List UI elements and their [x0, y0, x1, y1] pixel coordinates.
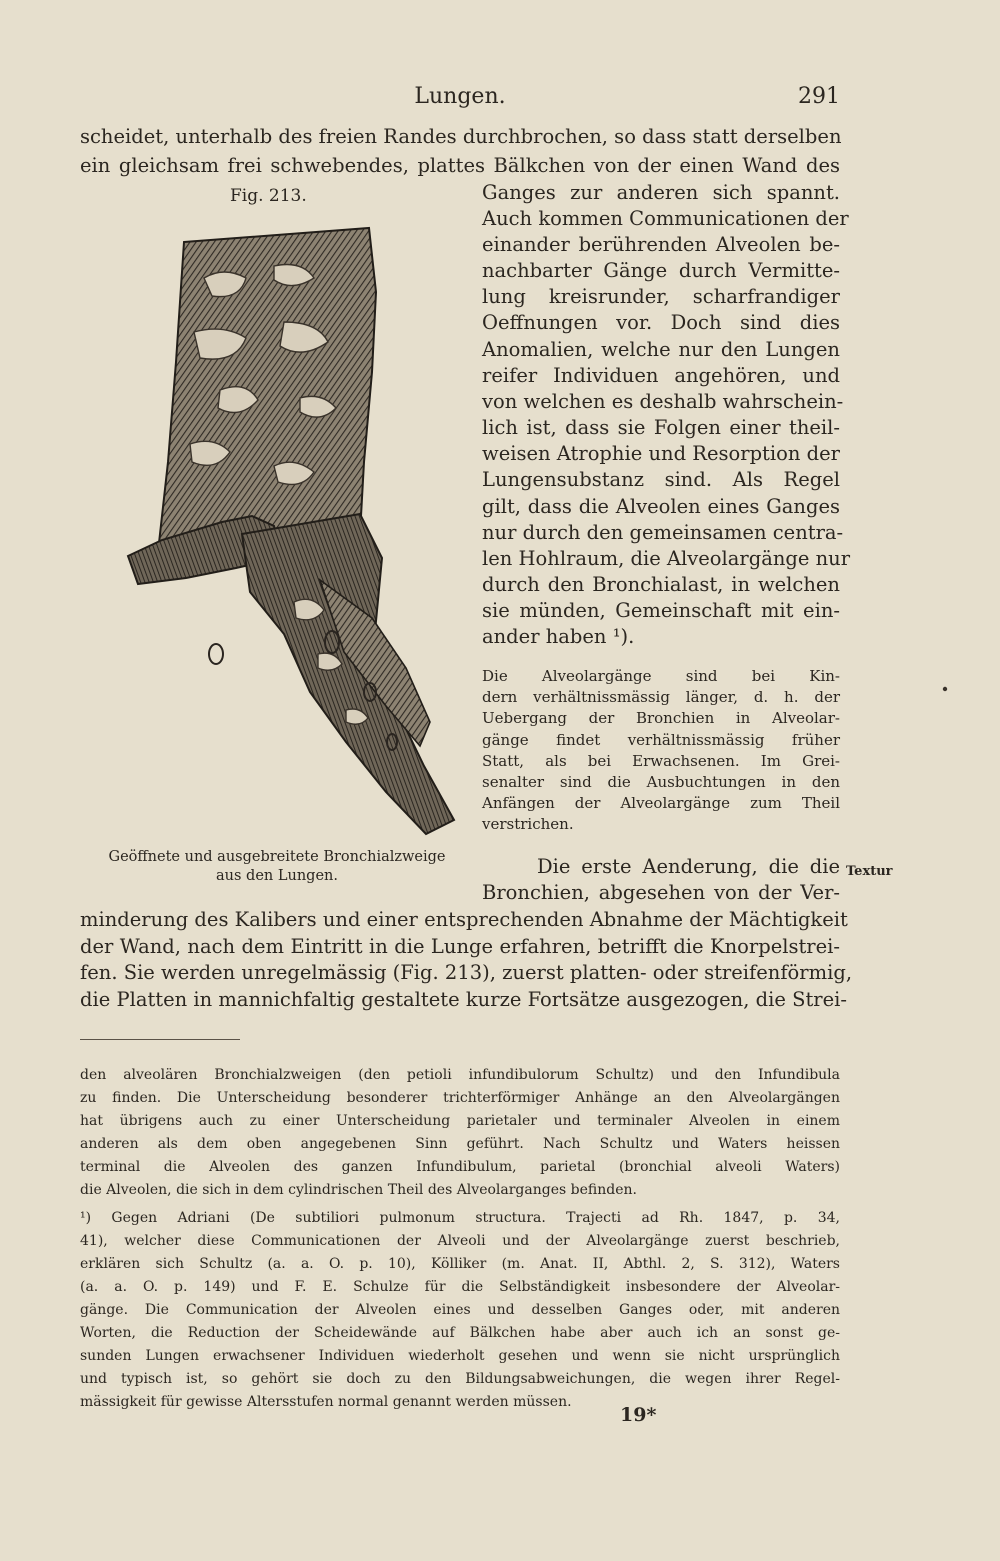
footnote-line: die Alveolen, die sich in dem cylindrischen Theil des Alveolarganges befinden. — [80, 1182, 637, 1198]
bronchial-branches-illustration — [124, 222, 462, 844]
caption-line: Geöffnete und ausgebreitete Bronchialzweige — [108, 849, 446, 865]
text-line: ein gleichsam frei schwebendes, plattes Bälkchen von der einen Wand des — [80, 154, 840, 177]
column-line: einander berührenden Alveolen be- — [482, 233, 840, 256]
footnote-divider — [80, 1039, 240, 1040]
column-line: Ganges zur anderen sich spannt. — [482, 181, 840, 204]
column-line: weisen Atrophie und Resorption der — [482, 442, 840, 465]
footnote-line: hat übrigens auch zu einer Unterscheidung parietaler und terminaler Alveolen in einem — [80, 1113, 840, 1129]
small-note-line: verstrichen. — [482, 815, 574, 833]
footnote-line: anderen als dem oben angegebenen Sinn geführt. Nach Schultz und Waters heissen — [80, 1136, 840, 1152]
footnote-line: mässigkeit für gewisse Altersstufen normal genannt werden müssen. — [80, 1394, 572, 1410]
running-title: Lungen. — [414, 84, 506, 109]
margin-note: Textur — [846, 864, 893, 879]
footnote-line: terminal die Alveolen des ganzen Infundibulum, parietal (bronchial alveoli Waters) — [80, 1159, 840, 1175]
small-note-line: Uebergang der Bronchien in Alveolar- — [482, 709, 840, 727]
figure-caption — [92, 848, 462, 886]
column-line: nachbarter Gänge durch Vermitte- — [482, 259, 840, 282]
footnote-line: den alveolären Bronchialzweigen (den petioli infundibulorum Schultz) und den Infundibula — [80, 1067, 840, 1083]
column-line: nur durch den gemeinsamen centra- — [482, 521, 844, 544]
signature-mark: 19* — [620, 1404, 657, 1426]
column-line: gilt, dass die Alveolen eines Ganges — [482, 495, 840, 518]
column-line: lich ist, dass sie Folgen einer theil- — [482, 416, 840, 439]
caption-line: aus den Lungen. — [216, 868, 338, 884]
small-note-line: Statt, als bei Erwachsenen. Im Grei- — [482, 752, 840, 770]
figure-label: Fig. 213. — [230, 186, 307, 206]
section-line: minderung des Kalibers und einer entsprechenden Abnahme der Mächtigkeit — [80, 908, 848, 931]
footnote-line: 41), welcher diese Communicationen der Alveoli und der Alveolargänge zuerst beschrieb, — [80, 1233, 840, 1249]
column-line: Lungensubstanz sind. Als Regel — [482, 468, 840, 491]
column-line: reifer Individuen angehören, und — [482, 364, 840, 387]
column-line: von welchen es deshalb wahrschein- — [482, 390, 844, 413]
page-number: 291 — [798, 84, 840, 109]
footnote-line: sunden Lungen erwachsener Individuen wiederholt gesehen und wenn sie nicht ursprünglich — [80, 1348, 840, 1364]
footnote-line: Worten, die Reduction der Scheidewände auf Bälkchen habe aber auch ich an sonst ge- — [80, 1325, 840, 1341]
footnote-line: zu finden. Die Unterscheidung besonderer trichterförmiger Anhänge an den Alveolargängen — [80, 1090, 840, 1106]
column-line: sie münden, Gemeinschaft mit ein- — [482, 599, 840, 622]
small-note-line: Anfängen der Alveolargänge zum Theil — [482, 794, 840, 812]
small-note-line: senalter sind die Ausbuchtungen in den — [482, 773, 840, 791]
footnote-line: (a. a. O. p. 149) und F. E. Schulze für die Selbständigkeit insbesondere der Alveolar- — [80, 1279, 840, 1295]
column-line: durch den Bronchialast, in welchen — [482, 573, 840, 596]
section-line: Bronchien, abgesehen von der Ver- — [482, 881, 840, 904]
column-line: Anomalien, welche nur den Lungen — [482, 338, 840, 361]
section-line: der Wand, nach dem Eintritt in die Lunge erfahren, betrifft die Knorpelstrei- — [80, 935, 840, 958]
section-line: fen. Sie werden unregelmässig (Fig. 213), zuerst platten- oder streifenförmig, — [80, 961, 853, 984]
small-note-line: Die Alveolargänge sind bei Kin- — [482, 667, 840, 685]
ink-speck-icon — [940, 684, 950, 694]
footnote-line: ¹) Gegen Adriani (De subtiliori pulmonum structura. Trajecti ad Rh. 1847, p. 34, — [80, 1210, 840, 1226]
column-line: len Hohlraum, die Alveolargänge nur — [482, 547, 851, 570]
section-line: die Platten in mannichfaltig gestaltete kurze Fortsätze ausgezogen, die Strei- — [80, 988, 847, 1011]
small-note-line: gänge findet verhältnissmässig früher — [482, 731, 840, 749]
footnote-line: und typisch ist, so gehört sie doch zu den Bildungsabweichungen, die wegen ihrer Regel- — [80, 1371, 840, 1387]
section-line: Die erste Aenderung, die die — [537, 855, 840, 878]
column-line: ander haben ¹). — [482, 625, 635, 648]
footnote-line: gänge. Die Communication der Alveolen eines und desselben Ganges oder, mit anderen — [80, 1302, 840, 1318]
page-header — [80, 84, 840, 120]
column-line: Oeffnungen vor. Doch sind dies — [482, 311, 840, 334]
text-line: scheidet, unterhalb des freien Randes durchbrochen, so dass statt derselben — [80, 125, 842, 148]
small-note-line: dern verhältnissmässig länger, d. h. der — [482, 688, 840, 706]
column-line: lung kreisrunder, scharfrandiger — [482, 285, 840, 308]
column-line: Auch kommen Communicationen der — [482, 207, 849, 230]
footnote-line: erklären sich Schultz (a. a. O. p. 10), Kölliker (m. Anat. II, Abthl. 2, S. 312), Waters — [80, 1256, 840, 1272]
